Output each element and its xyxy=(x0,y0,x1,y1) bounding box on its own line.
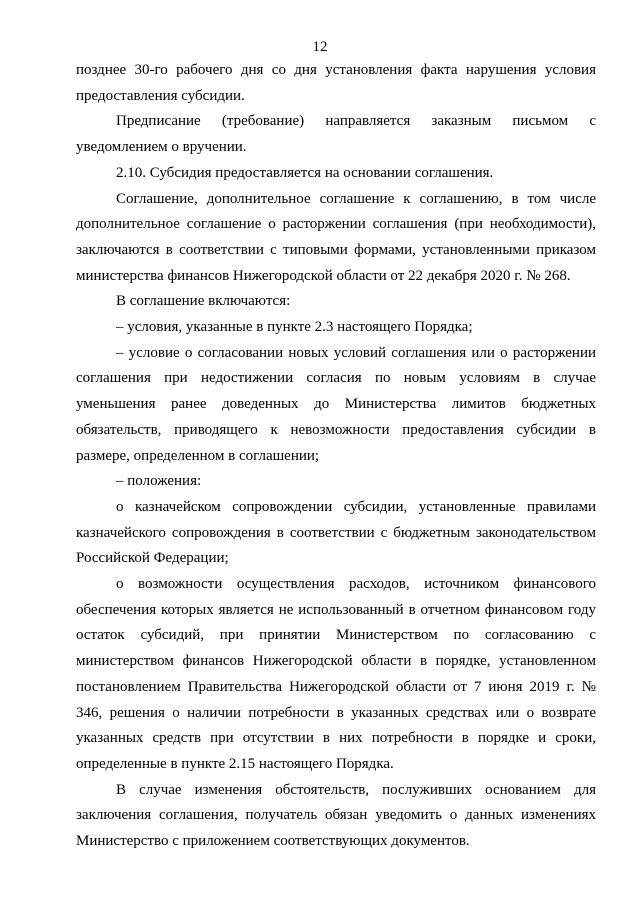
paragraph-new-conditions: – условие о согласовании новых условий соглашения или о расторжении соглашения при недостижении согласия по новым условиям в случае уменьшения ранее доведенных до Министерства лимитов бюджетных обязательств, приводящего к невозможности предоставления субсидии в размере, определенном в соглашении; xyxy=(76,344,596,464)
document-body xyxy=(76,58,596,855)
paragraph-conditions: – условия, указанные в пункте 2.3 настоящего Порядка; xyxy=(116,319,473,336)
paragraph-continuation: позднее 30-го рабочего дня со дня установления факта нарушения условия предоставления субсидии. xyxy=(76,62,596,104)
paragraph-agreement: Соглашение, дополнительное соглашение к соглашению, в том числе дополнительное соглашение о расторжении соглашения (при необходимости), заключаются в соответствии с типовыми формами, установленными приказом министерства финансов Нижегородской области от 22 декабря 2020 г. № 268. xyxy=(76,190,596,284)
paragraph-changes: В случае изменения обстоятельств, послуживших основанием для заключения соглашения, получатель обязан уведомить о данных изменениях Министерство с приложением соответствующих документов. xyxy=(76,781,596,850)
paragraph-treasury: о казначейском сопровождении субсидии, установленные правилами казначейского сопровождения в соответствии с бюджетным законодательством Российской Федерации; xyxy=(76,498,596,567)
page-number: 12 xyxy=(312,39,328,55)
paragraph-expenses: о возможности осуществления расходов, источником финансового обеспечения которых является не использованный в отчетном финансовом году остаток субсидий, при принятии Министерством по согласованию с министерством финансов Нижегородской области в порядке, установленном постановлением Правительства Нижегородской области от 7 июня 2019 г. № 346, решения о наличии потребности в указанных средствах или о возврате указанных средств при отсутствии в них потребности в порядке и сроки, определенные в пункте 2.15 настоящего Порядка. xyxy=(76,576,596,772)
paragraph-provisions: – положения: xyxy=(116,473,202,490)
paragraph-included: В соглашение включаются: xyxy=(116,293,291,310)
paragraph-notice: Предписание (требование) направляется заказным письмом с уведомлением о вручении. xyxy=(76,113,596,156)
paragraph-2-10: 2.10. Субсидия предоставляется на основании соглашения. xyxy=(116,164,494,181)
